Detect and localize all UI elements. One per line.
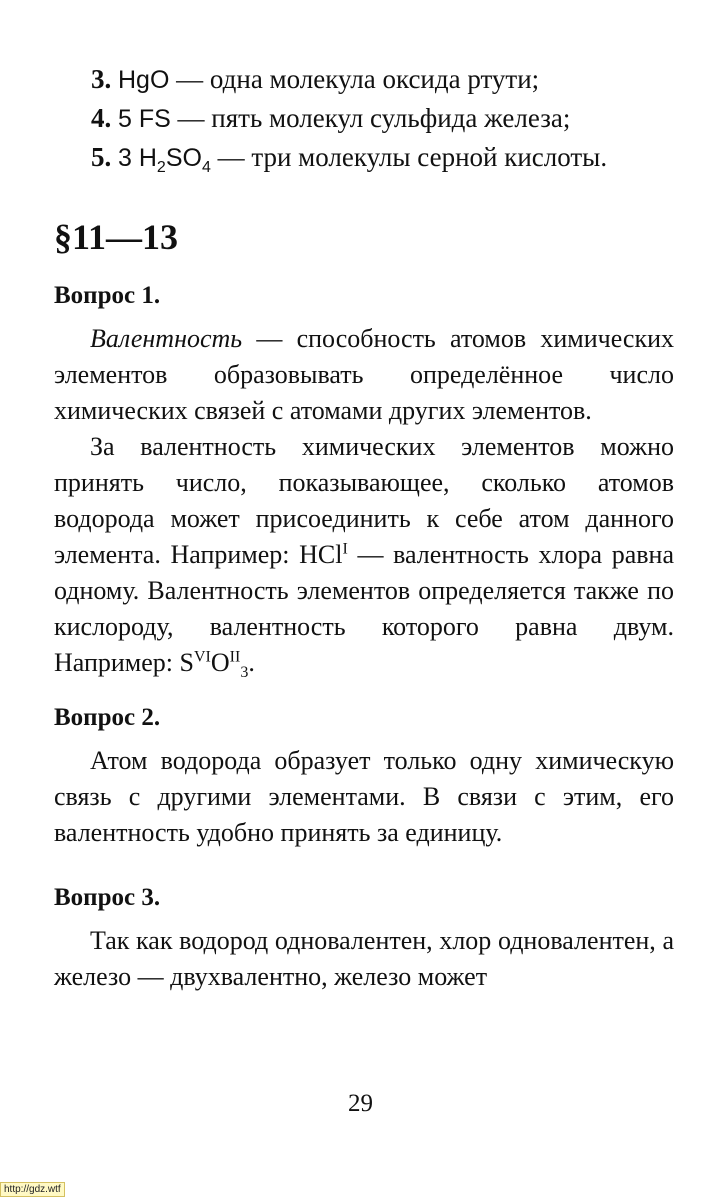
- valence-superscript: II: [229, 648, 241, 666]
- chemical-formula: 5 FS: [118, 105, 171, 133]
- list-number: 5.: [91, 142, 112, 172]
- section-title: §11—13: [54, 217, 179, 257]
- term: Валентность: [90, 324, 243, 353]
- valence-superscript: I: [342, 540, 348, 558]
- chemical-formula: [118, 144, 211, 176]
- list-number: 3.: [91, 64, 112, 94]
- paragraph-text: — способность атомов химических элементов образовывать определённое число химических связей с атомами других элементов.: [54, 324, 674, 425]
- chemical-formula: HgO: [118, 66, 170, 94]
- paragraph-text: — валентность хлора равна одному. Валентность элементов определяется также по кислороду, валентность которого равна двум. Например: S: [54, 540, 674, 677]
- list-number: 4.: [91, 103, 112, 133]
- formula-subscript: 4: [201, 159, 211, 176]
- valence-superscript: VI: [193, 648, 211, 666]
- list-text: — одна молекула оксида ртути;: [176, 64, 540, 94]
- paragraph: [54, 321, 674, 429]
- paragraph-text: За валентность химических элементов можно принять число, показывающее, сколько атомов водорода может присоединить к себе атом данного элемента. Например: HCl: [54, 432, 674, 569]
- watermark-link[interactable]: http://gdz.wtf: [0, 1182, 65, 1197]
- paragraph: [54, 429, 674, 681]
- formula-subscript: 3: [240, 664, 249, 682]
- formula-part: 3 H: [118, 144, 157, 172]
- list-text: — пять молекул сульфида железа;: [177, 103, 571, 133]
- question-title: Вопрос 1.: [54, 282, 161, 309]
- paragraph: Так как водород одновалентен, хлор одновалентен, а железо — двухвалентно, железо может: [54, 926, 674, 991]
- page-content: [54, 60, 674, 995]
- page-number: 29: [348, 1090, 373, 1117]
- formula-part: SO: [165, 144, 202, 172]
- paragraph: Атом водорода образует только одну химическую связь с другими элементами. В связи с этим, его валентность удобно принять за единицу.: [54, 746, 674, 847]
- list-text: — три молекулы серной кислоты.: [217, 142, 608, 172]
- list-item: [54, 138, 674, 177]
- question-title: Вопрос 3.: [54, 884, 161, 911]
- question-title: Вопрос 2.: [54, 704, 161, 731]
- list-item: [54, 60, 674, 99]
- paragraph-text: O: [210, 648, 230, 677]
- list-item: [54, 99, 674, 138]
- paragraph-text: .: [248, 648, 255, 677]
- formula-subscript: 2: [156, 159, 166, 176]
